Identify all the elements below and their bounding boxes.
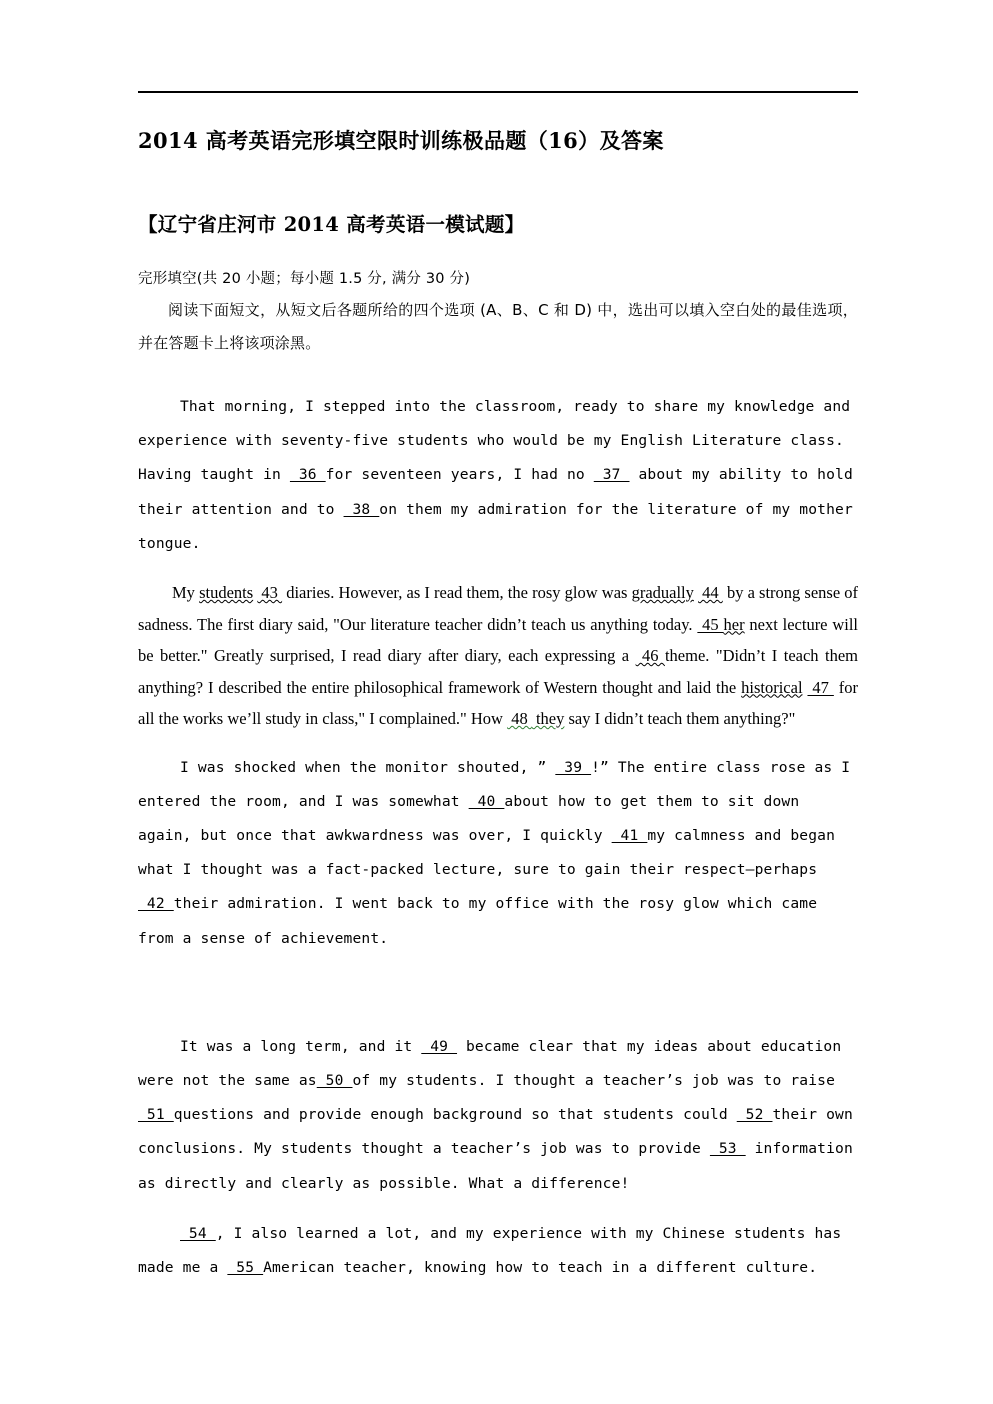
p3-text-1: I was shocked when the monitor shouted, ” [180,758,556,776]
passage-paragraph-1 [138,390,858,561]
section-meta: 完形填空(共 20 小题；每小题 1.5 分, 满分 30 分) [138,271,471,287]
p2-text-6: next lecture will be better." Greatly surprised, I read diary after diary, each expressing a [138,614,858,666]
cloze-blank-55: 55 [227,1258,264,1276]
cloze-blank-46: 46 [635,646,665,666]
cloze-blank-45: 45 [697,614,724,634]
cloze-blank-52: 52 [736,1106,773,1124]
p1-text-1: That morning, I stepped into the classroom, ready to share my knowledge and experience with seventy-five students who would be my English Literature class. Having taught in [138,398,851,484]
p4-text-6: information as directly and clearly as possible. What a difference! [138,1140,853,1192]
p1-text-3: about my ability to hold their attention and to [138,466,853,518]
cloze-blank-47: 47 [807,677,834,697]
cloze-blank-49: 49 [421,1037,458,1055]
p2-text-10: say I didn’t teach them anything?" [564,709,796,729]
passage-paragraph-2 [138,577,858,735]
p3-text-3: about how to get them to sit down again, but once that awkwardness was over, I quickly [138,792,800,844]
gap-p3-p4 [138,956,858,1030]
p4-text-1: It was a long term, and it [180,1037,422,1055]
passage-paragraph-5 [138,1217,858,1285]
gap-p2-p3 [138,735,858,751]
cloze-blank-54: 54 [180,1224,216,1242]
spellcheck-word-historical: historical [741,677,803,697]
p4-text-2: became clear that my ideas about education were not the same as [138,1037,842,1089]
p1-text-4: on them my admiration for the literature of my mother tongue. [138,500,853,552]
cloze-blank-44: 44 [698,583,723,603]
cloze-blank-36: 36 [289,466,326,484]
gap-p4-p5 [138,1201,858,1217]
cloze-blank-37: 37 [593,466,630,484]
passage-paragraph-3 [138,751,858,956]
gap-before-passage [138,360,858,390]
page-title: 2014 高考英语完形填空限时训练极品题（16）及答案 [138,128,664,153]
p3-text-5: their admiration. I went back to my office with the rosy glow which came from a sense of achievement. [138,895,818,947]
p5-text-1: , I also learned a lot, and my experience with my Chinese students has made me a [138,1224,842,1276]
spellcheck-word-her: her [723,614,745,634]
exam-heading: 【辽宁省庄河市 2014 高考英语一模试题】 [138,213,525,236]
spellcheck-word-students: students [199,583,254,603]
gap-p1-p2 [138,561,858,577]
passage-paragraph-4 [138,1030,858,1201]
cloze-blank-51: 51 [138,1106,174,1124]
cloze-blank-43: 43 [257,583,283,603]
cloze-blank-48: 48 [507,709,532,729]
cloze-blank-39: 39 [555,758,592,776]
instruction-text: 阅读下面短文，从短文后各题所给的四个选项 (A、B、C 和 D) 中，选出可以填入空白处的最佳选项，并在答题卡上将该项涂黑。 [138,301,858,352]
cloze-blank-41: 41 [611,826,648,844]
p4-text-3: of my students. I thought a teacher’s job was to raise [352,1071,836,1089]
p1-text-2: for seventeen years, I had no [325,466,594,484]
spellcheck-word-gradually: gradually [631,583,694,603]
title-spacer [138,158,858,210]
cloze-blank-53: 53 [709,1140,746,1158]
p2-text-3: diaries. However, as I read them, the rosy glow was [282,583,632,603]
cloze-blank-42: 42 [138,895,174,913]
p4-text-5: their own conclusions. My students thought a teacher’s job was to provide [138,1106,853,1158]
p5-text-2: American teacher, knowing how to teach in a different culture. [263,1258,818,1276]
header-divider-rule [138,91,858,93]
grammarcheck-word-they: they [531,709,565,729]
p2-text-5: by a strong sense of sadness. The first diary said, "Our literature teacher didn’t teach us anything today. [138,583,859,634]
heading-spacer [138,240,858,264]
p2-text-1: My [172,583,200,603]
p3-text-4: my calmness and began what I thought was a fact-packed lecture, sure to gain their respect—perhaps [138,826,836,879]
p2-text-9: for all the works we’ll study in class," I complained." How [138,677,859,729]
p2-text-7: theme. "Didn’t I teach them anything? I described the entire philosophical framework of Western thought and laid the [138,646,858,697]
cloze-blank-50: 50 [316,1071,353,1089]
cloze-blank-38: 38 [343,500,380,518]
document-content [138,124,858,1285]
p4-text-4: questions and provide enough background so that students could [173,1106,737,1124]
cloze-blank-40: 40 [468,792,505,810]
p3-text-2: !” The entire class rose as I entered the room, and I was somewhat [138,758,851,810]
